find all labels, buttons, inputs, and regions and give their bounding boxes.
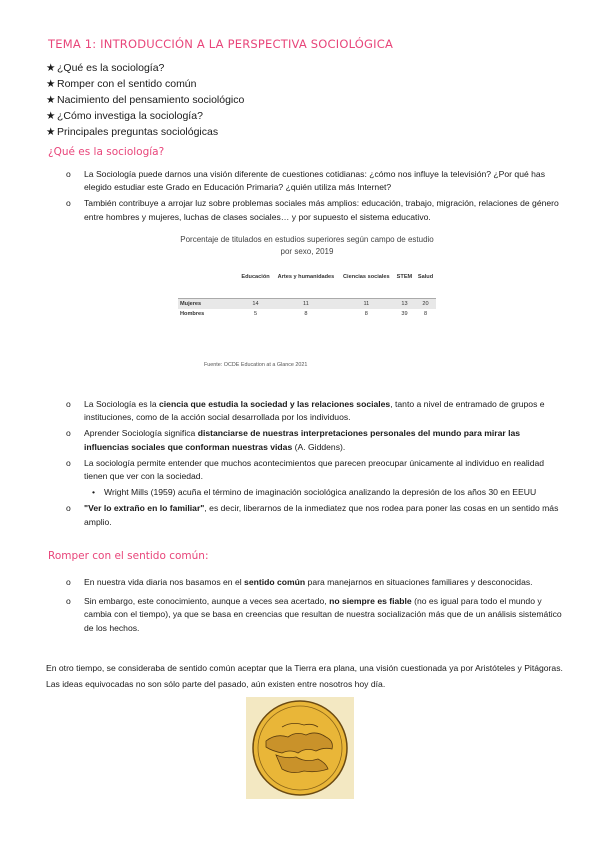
table-row bbox=[178, 299, 436, 310]
toc-item: ★ Nacimiento del pensamiento sociológico bbox=[46, 94, 245, 106]
star-icon: ★ bbox=[46, 110, 56, 122]
toc-item: ★ Principales preguntas sociológicas bbox=[46, 126, 219, 138]
figure-title: Porcentaje de titulados en estudios superiores según campo de estudio por sexo, 2019 bbox=[180, 235, 434, 256]
ancient-world-map-image bbox=[246, 697, 354, 799]
bullet-icon: o bbox=[66, 169, 71, 179]
table-cell: 11 bbox=[339, 299, 394, 310]
table-cell: 14 bbox=[238, 299, 273, 310]
bullet-icon: o bbox=[66, 428, 71, 439]
table-cell: 13 bbox=[394, 299, 415, 310]
star-icon: ★ bbox=[46, 62, 56, 74]
table-row bbox=[178, 309, 436, 319]
row-label: Hombres bbox=[180, 311, 205, 317]
list-item: o La Sociología es la ciencia que estudia la sociedad y las relaciones sociales, tanto a nivel de entramado de grupos e instituciones, como de la acción social desarrollada por los individuos. bbox=[66, 399, 545, 423]
list-item: o En nuestra vida diaria nos basamos en el sentido común para manejarnos en situaciones familiares y desconocidas. bbox=[62, 576, 562, 589]
star-icon: ★ bbox=[46, 94, 56, 106]
bullet-icon: o bbox=[66, 399, 71, 409]
section-heading-sociologia: ¿Qué es la sociología? bbox=[48, 146, 165, 158]
column-header: Salud bbox=[417, 274, 434, 280]
section-heading-sentido-comun: Romper con el sentido común: bbox=[48, 550, 209, 562]
disc-bullet-icon: • bbox=[92, 487, 96, 498]
table-cell: 8 bbox=[423, 311, 428, 317]
corner-cell bbox=[178, 272, 238, 299]
sub-list-item: • Wright Mills (1959) acuña el término de imaginación sociológica analizando la depresión de los años 30 en EEUU bbox=[62, 486, 562, 499]
list-item: o La sociología permite entender que muchos acontecimientos que parecen preocupar únicamente al individuo en realidad tienen que ver con la sociedad. bbox=[66, 457, 545, 482]
bullet-icon: o bbox=[66, 577, 71, 587]
titulados-table-figure bbox=[178, 234, 436, 374]
list-item: o Sin embargo, este conocimiento, aunque a veces sea acertado, no siempre es fiable (no es igual para todo el mundo y cambia con el tiempo), ya que se basa en creencias que resultan de nuestra socialización más que de un análisis sistemático de los hechos. bbox=[66, 596, 562, 633]
list-item: o Aprender Sociología significa distanciarse de nuestras interpretaciones personales del mundo para mirar las influencias sociales que conforman nuestras vidas (A. Giddens). bbox=[66, 428, 521, 452]
table-cell: 11 bbox=[273, 299, 339, 310]
table-cell: 8 bbox=[364, 311, 368, 317]
bullet-icon: o bbox=[66, 198, 71, 209]
list-item: o También contribuye a arrojar luz sobre problemas sociales más amplios: educación, trabajo, migración, relaciones de género entre hombres y mujeres, luchas de clases sociales… y por supuesto el sistema educativo. bbox=[66, 198, 559, 222]
bullet-list-2 bbox=[62, 398, 562, 532]
body-paragraph: En otro tiempo, se consideraba de sentido común aceptar que la Tierra era plana, una visión cuestionada ya por Aristóteles y Pitágoras. Las ideas equivocadas no son sólo parte del pasado, aún existen entre nosotros hoy día. bbox=[46, 663, 563, 689]
toc-item: ★ ¿Cómo investiga la sociología? bbox=[46, 110, 203, 122]
table-cell: 8 bbox=[304, 311, 308, 317]
list-item: o "Ver lo extraño en lo familiar", es decir, liberarnos de la inmediatez que nos rodea para poner las cosas en un sentido más amplio. bbox=[66, 503, 559, 527]
bullet-icon: o bbox=[66, 503, 71, 514]
star-icon: ★ bbox=[46, 78, 56, 90]
table-cell: 5 bbox=[253, 311, 258, 317]
row-label: Mujeres bbox=[178, 299, 238, 310]
column-header: Educación bbox=[241, 274, 270, 280]
data-table bbox=[178, 272, 436, 319]
table-of-contents bbox=[46, 60, 244, 140]
bullet-list-3 bbox=[62, 576, 562, 638]
column-header: STEM bbox=[396, 274, 413, 280]
star-icon: ★ bbox=[46, 126, 56, 138]
list-item: o La Sociología puede darnos una visión diferente de cuestiones cotidianas: ¿cómo nos influye la televisión? ¿Por qué has elegido estudiar este Grado en Educación Primaria? ¿quién utiliza más Internet? bbox=[66, 169, 546, 193]
table-cell: 39 bbox=[401, 311, 408, 317]
bullet-icon: o bbox=[66, 457, 71, 468]
toc-item: ★ ¿Qué es la sociología? bbox=[46, 62, 165, 74]
column-header: Ciencias sociales bbox=[343, 274, 390, 280]
bullet-list-1 bbox=[62, 168, 562, 227]
page-title: TEMA 1: INTRODUCCIÓN A LA PERSPECTIVA SOCIOLÓGICA bbox=[48, 37, 394, 51]
bullet-icon: o bbox=[66, 596, 71, 607]
column-header: Artes y humanidades bbox=[277, 274, 335, 280]
figure-source: Fuente: OCDE Education at a Glance 2021 bbox=[204, 362, 308, 368]
table-cell: 20 bbox=[415, 299, 436, 310]
toc-item: ★ Romper con el sentido común bbox=[46, 78, 197, 90]
